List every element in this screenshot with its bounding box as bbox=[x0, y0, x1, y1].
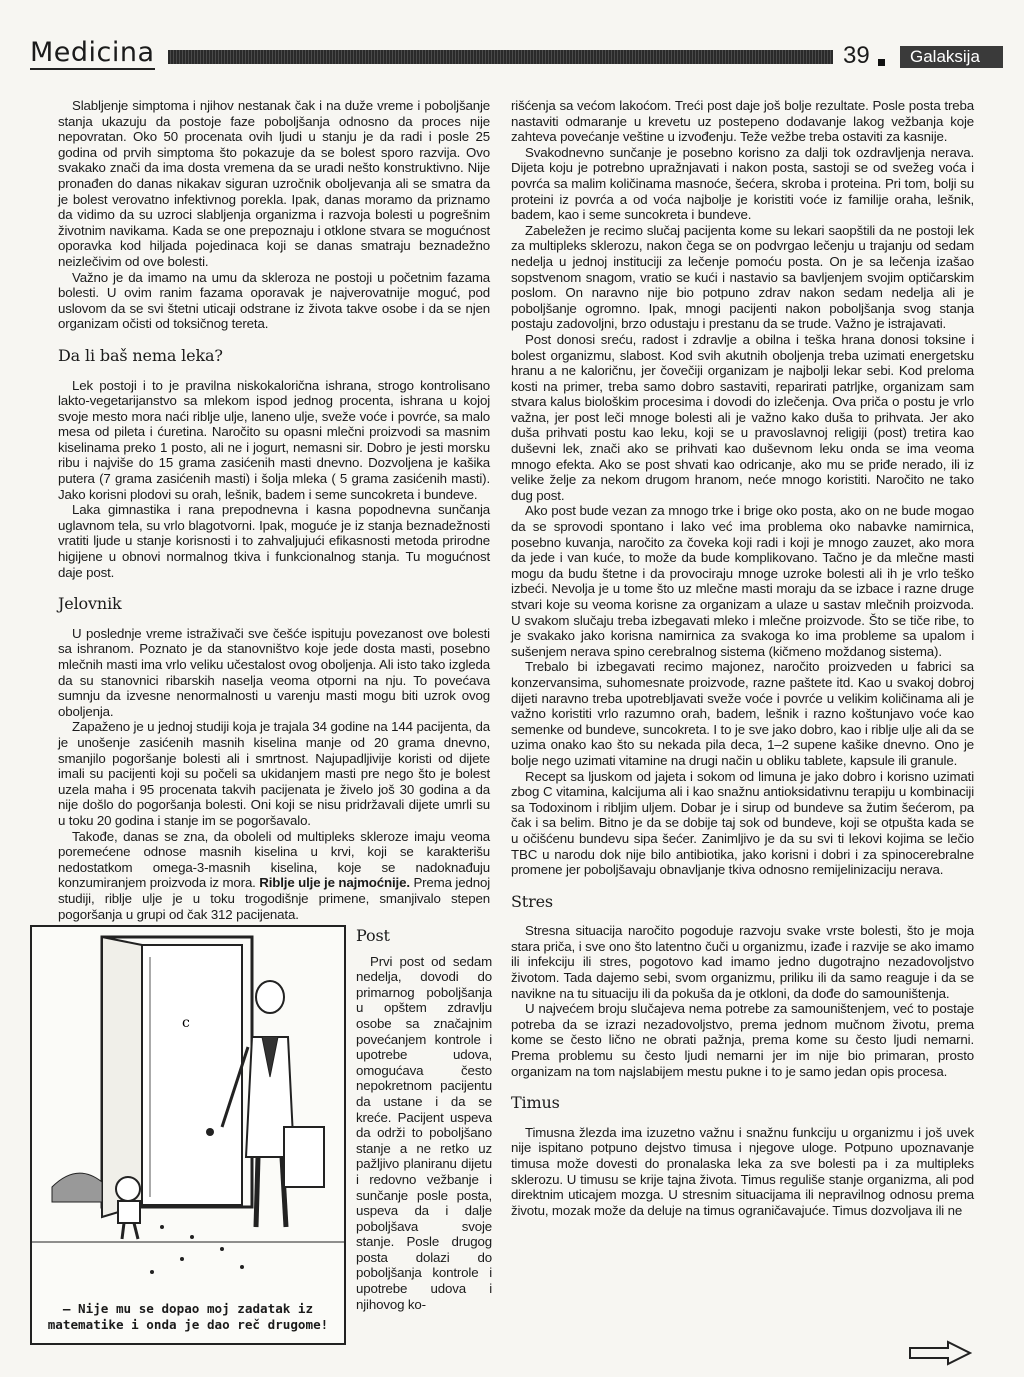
paragraph: Post donosi sreću, radost i zdravlje a obilna i teška hrana donosi toksine i bolest organizmu, slabost. Kod svih akutnih oboljenja treba uzimati energetsku hranu a ne kaloričnu, jer čovečiji organizam je najbolji lekar sebi. Kod preloma kosti na primer, treba samo dobro sastaviti, reparirati patrljke, organizam sam stvara kalus biološkim procesima i dovodi do izlečenja. Ova priča o postu je vrlo važna, jer post leči mnoge bolesti ali je važno kako duša to prihvata. Jer ako duša prihvati postu kao leku, koji se u pravoslavnoj religiji (post) tretira kao duševni lek, znači ako se prihvati kao duševnom leku onda se ima veoma mnogo efekta. Ako se post shvati kao odricanje, ako mu se priđe nerado, ili iz velike želje za nekom drugom hranom, neće mnogo koristiti. Naročito ne tako dug post. bbox=[511, 331, 974, 503]
magazine-badge: Galaksija bbox=[900, 46, 1003, 68]
header-separator-dot bbox=[878, 59, 885, 66]
cartoon-illustration bbox=[30, 925, 346, 1345]
subheading-no-cure: Da li baš nema leka? bbox=[58, 345, 223, 365]
paragraph: Stresna situacija naročito pogoduje razvoju svake vrste bolesti, što je moja stara priča, i sve ono što latentno čuči u organizmu, izađe i razvije se ako imamo ili infekciju ili stres, pogotovo kad imamo jedno dugotrajno nezadovoljstvo životom. Tada dajemo sebi, svom organizmu, priliku ili da samo reaguje i da se navikne na tu situaciju ili da pokuša da je otkloni, da dođe do samouništenja. bbox=[511, 923, 974, 1001]
emphasis-text: Riblje ulje je najmoćnije. bbox=[259, 875, 410, 891]
paragraph: U najvećem broju slučajeva nema potrebe za samouništenjem, već to postaje potreba da se izrazi nezadovoljstvo, prema jednom mučnom životu, prema kome se često lično ne obrati pažnja, prema kome su često ljudi nemarni. Prema problemu su često ljudi nemarni jer im nije bio primaran, prosto organizam na tom najslabijem mestu pukne i to je samo jedan opis procesa. bbox=[511, 1001, 974, 1079]
paragraph: Recept sa ljuskom od jajeta i sokom od limuna je jako dobro i korisno uzimati zbog C vitamina, kalcijuma ali i kao snažnu antioksidativnu terapiju u kombinaciji sa Todoxinom i ribljim uljem. Dobar je i sirup od bundeve sa žutim šećerom, pa čak i sa belim. Bitno je da se dobije taj sok od bundeve, koji se otpušta kada se u očišćenu bundevu sipa šećer. Zanimljivo je da su svi ti lekovi kojima se lečio TBC u narodu dok nije bilo antibiotika, jako korisni i dobri i za spinocerebralne promene jer poboljšavaju obnavljanje tkiva odnosno remijelinizaciju nerava. bbox=[511, 768, 974, 878]
paragraph: Ako post bude vezan za mnogo trke i brige oko posta, ako on ne bude mogao da se sprovodi spontano i lako već ima problema oko nabavke namirnica, posebno kuvanja, naročito za čoveka koji radi i koji je mnogo zauzet, ako mora da jede i van kuće, to može da bude komplikovano. Tačno je da mlečne masti mogu da budu štetne i da provociraju mnoge uzroke bolesti ali ih je vrlo teško izbeći. Nevolja je u tome što uz mlečne masti moraju da se izbace i razne druge stvari koje su veoma korisne za organizam a ulaze u sastav mlečnih proizvoda. U svakom slučaju treba izbegavati mleko i mlečne proizvode. Što se tiče ribe, to je svakako jako korisna namirnica za svakoga ko ima probleme sa upalom i sušenjem nerava spino cerebralnog sistema (kičmeno moždanog sistema). bbox=[511, 503, 974, 659]
paragraph: Svakodnevno sunčanje je posebno korisno za dalji tok ozdravljenja nerava. Dijeta koju je potrebno upražnjavati i nakon posta, sastoji se od svežeg voća i povrća sa malim količinama masnoće, šećera, skroba i proteina. Pri tom, bolji su proteini iz povrća a od voća najbolje je koristiti voće iz familije oraha, lešnik, badem, kao i seme suncokreta i bundeve. bbox=[511, 144, 974, 223]
post-column bbox=[356, 928, 492, 1312]
section-title: Medicina bbox=[30, 37, 155, 68]
page-header bbox=[30, 38, 980, 74]
left-column bbox=[58, 98, 490, 922]
paragraph: Trebalo bi izbegavati recimo majonez, naročito proizveden u fabrici sa konzervansima, suhomesnate proizvode, razne paštete itd. Kao u svakoj dobroj dijeti naravno treba upotrebljavati sveže voće i povrće u velikim količinama ali je važno koristiti vrlo razumno orah, badem, lešnik i razno koštunjavo voće kao semenke od bundeve, suncokreta. I to je sve jako dobro, kao i riblje ulje ali da se uzima onako kao što su nekada pila deca, 1–2 supene kašike dnevno. Ono je bolje nego uzimati vitamine na drugi način u obliku tablete, kapsule ili granule. bbox=[511, 659, 974, 768]
paragraph bbox=[58, 829, 490, 923]
paragraph: rišćenja sa većom lakoćom. Treći post daje još bolje rezultate. Posle posta treba nastaviti odmaranje u krevetu uz postepeno dodavanje lakog vežbanja koje zahteva povećanje veštine u izvođenju. Teže vežbe treba ostaviti za kasnije. bbox=[511, 98, 974, 145]
paragraph: Zabeležen je recimo slučaj pacijenta kome su lekari saopštili da ne postoji lek za multipleks sklerozu, nakon čega se on podvrgao lečenju u trajanju od sedam nedelja u jednoj instituciji za lečenje pomoću posta. On je sa lečenja izašao sopstvenom snagom, vratio se kući i nastavio sa bavljenjem svojim optičarskim poslom. On naravno nije bio potpuno zdrav nakon sedam nedelja ali je poboljšanje ogromno. Ipak, mnogi pacijenti nakon poboljšanja svog stanja postaju zadovoljni, brzo odustaju i prestanu da se trude. Važno je istrajavati. bbox=[511, 222, 974, 332]
subheading-menu: Jelovnik bbox=[58, 594, 122, 614]
page-number: 39 bbox=[843, 42, 870, 69]
door-letter: c bbox=[182, 1015, 190, 1031]
paragraph: U poslednje vreme istraživači sve češće ispituju povezanost ove bolesti sa ishranom. Poznato je da stanovništvo koje jede dosta masti, posebno mlečnih masti ima vrlo veliku učestalost ovog oboljenja. Ali isto tako izgleda da su stanovnici ribarskih naselja veoma otporni na nju. To povećava sumnju da izvesne nenormalnosti u varenju masti mogu biti uzrok ovog oboljenja. bbox=[58, 625, 490, 719]
paragraph: Laka gimnastika i rana prepodnevna i kasna popodnevna sunčanja uglavnom tela, su vrlo blagotvorni. Ipak, moguće je iz stanja beznadežnosti vratiti ljude u stanje korisnosti i to zahvaljujući efikasnosti metoda prirodne higijene u obnovi normalnog tkiva i funkcionalnog stanja. Tu mogućnost daje post. bbox=[58, 502, 490, 580]
right-column bbox=[511, 98, 974, 1218]
subheading-stress: Stres bbox=[511, 891, 553, 911]
caption-line: matematike i onda je dao reč drugome! bbox=[47, 1317, 329, 1332]
caption-line: – Nije mu se dopao moj zadatak iz bbox=[62, 1301, 314, 1316]
continue-arrow-icon bbox=[908, 1340, 972, 1366]
paragraph: Važno je da imamo na umu da skleroza ne postoji u početnim fazama bolesti. U ovim ranim fazama oporavak je najverovatnije moguć, pod uslovom da se svi štetni uticaji odstrane iz života takve osobe i da se njen organizam očisti od toksičnog tereta. bbox=[58, 269, 490, 332]
paragraph: Prvi post od sedam nedelja, dovodi do primarnog poboljšanja u opštem zdravlju osobe sa značajnim povećanjem kontrole i upotrebe udova, omogućava često nepokretnom pacijentu da ustane i da se kreće. Pacijent uspeva da održi to poboljšano stanje a ne retko uz pažljivo planiranu dijetu i redovno vežbanje i sunčanje posle posta, uspeva da i dalje poboljšava svoje stanje. Posle drugog posta dolazi do poboljšanja kontrole i upotrebe udova i njihovog ko- bbox=[356, 953, 492, 1312]
paragraph: Zapaženo je u jednoj studiji koja je trajala 34 godine na 144 pacijenta, da je unošenje zasićenih masnih kiselina manje od 20 grama dnevno, smanjilo pogoršanje bolesti ali i smrtnost. Najupadljivije koristi od dijete imali su pacijenti koji su počeli sa ukidanjem masti pre nego što je bolest uzela maha i 95 procenata takvih pacijenata je živelo još 30 godina a da nije došlo do pogoršanja bolesti. Oni koji se nisu pridržavali dijete umrli su u toku 20 godina i stanje im se pogoršavalo. bbox=[58, 719, 490, 828]
cartoon-caption bbox=[32, 1301, 344, 1333]
paragraph: Timusna žlezda ima izuzetno važnu i snažnu funkciju u organizmu i još uvek nije ispitano potpuno dejstvo timusa i njegove uloge. Potpuno upoznavanje timusa može dovesti do pronalaska leka za sve bolesti pa i za multipleks sklerozu. U timusu se krije tajna života. Timus reguliše stanje organizma, ali pod direktnim uticajem mozga. U stresnim situacijama ili nepravilnog odnosu prema životu, mozak može da deluje na timus ograničavajuće. Timus dozvoljava ili ne bbox=[511, 1124, 974, 1218]
cartoon-drawing bbox=[32, 927, 344, 1343]
paragraph-text: Takođe, danas se zna, da oboleli od multipleks skleroze imaju veoma poremećene odnose masnih kiselina u krvi, koji se karakterišu nedostatkom omega-3-masnih kiselina, koje se nadoknađuju konzumiranjem proizvoda iz mora. bbox=[58, 828, 490, 891]
paragraph: Lek postoji i to je pravilna niskokalorična ishrana, strogo kontrolisano lakto-vegetarijanstvo sa mlekom ispod jednog procenta, ishrana u kojoj svoje mesto mora naći riblje ulje, laneno ulje, sveže voće i povrće, sa malo mesa od pileta i ćuretina. Naročito su opasni mlečni proizvodi sa masnim kiselinama preko 1 posto, ali ne i jogurt, nemasni sir. Dobro je jesti morsku ribu i najviše do 15 grama zasićenih masti dnevno. Dozvoljena je kašika putera (7 grama zasićenih masti) i šolja mleka ( 5 grama zasićenih masti). Jako korisni plodovi su orah, lešnik, badem i seme suncokreta i bundeve. bbox=[58, 377, 490, 502]
paragraph-text: Prema jednoj studiji, riblje ulje je u toku trogodišnje primene, smanjivalo stepen pogoršanja u grupi od čak 312 pacijenata. bbox=[58, 875, 490, 922]
paragraph: Slabljenje simptoma i njihov nestanak čak i na duže vreme i poboljšanje stanja ukazuju da postoje faze poboljšanja odnosno da proces nije nepovratan. Oko 50 procenata ovih ljudi u stanju je da radi i posle 25 godina od prvih simptoma što pokazuje da se bolest sporo razvija. Ovo svakako znači da ima dosta vremena da se uradi nešto konstruktivno. Nije pronađen do danas nikakav siguran uzročnik obolјevanja ali se smatra da je bolest verovatno infektivnog porekla. Ipak, danas moramo da priznamo da vidimo da su uzroci slabljenja organizma i razvoja bolesti u pogrešnim životnim navikama. Kada se one prepoznaju i otklone stvara se mogućnost oporavka kod hiljada pojedinaca koji se danas smatraju beznadežno neizlečivim od ove bolesti. bbox=[58, 98, 490, 269]
subheading-thymus: Timus bbox=[511, 1093, 560, 1113]
header-rule-bar bbox=[168, 50, 833, 64]
subheading-fasting: Post bbox=[356, 926, 390, 945]
